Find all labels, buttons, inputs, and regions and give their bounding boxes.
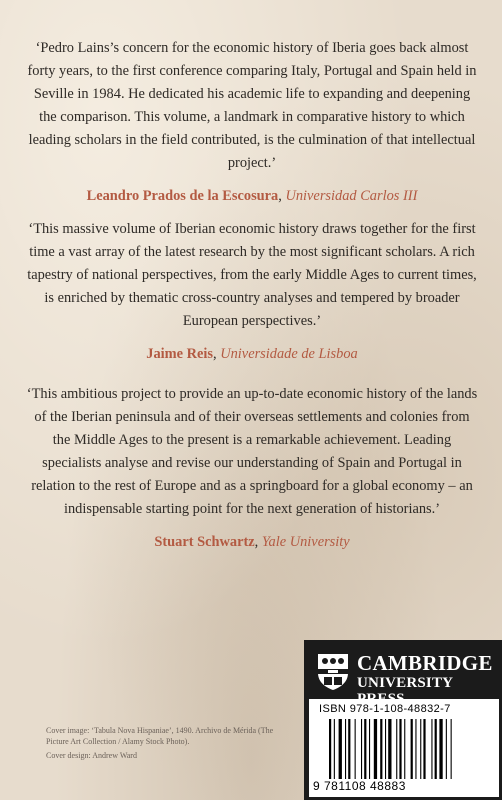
- endorser-affiliation: Yale University: [261, 534, 350, 550]
- barcode-panel: [309, 699, 499, 797]
- isbn-label: ISBN 978-1-108-48832-7: [319, 703, 451, 715]
- barcode-number: 9 781108 48883: [313, 779, 495, 793]
- quote-text: ‘This ambitious project to provide an up-to-date economic history of the lands of the Iberian peninsula and of their overseas settlements and colonies from the Middle Ages to the present is a remarkable achievement. Leading specialists analyse and revise our understanding of Spain and Portugal in relation to the rest of Europe and as a springboard for a global economy – an indispensable starting point for the next generation of historians.’: [26, 386, 478, 517]
- cover-image-credit: Cover image: ‘Tabula Nova Hispaniae’, 1490. Archivo de Mérida (The Picture Art Collection / Alamy Stock Photo).: [46, 726, 274, 746]
- endorser-name: Stuart Schwartz: [154, 534, 255, 550]
- endorser-affiliation: Universidad Carlos III: [285, 188, 418, 204]
- endorsement-quote-3: [24, 383, 480, 554]
- quote-attribution: [24, 185, 480, 208]
- barcode-icon: [329, 719, 489, 783]
- cover-design-credit: Cover design: Andrew Ward: [46, 751, 137, 760]
- publisher-name: CAMBRIDGE: [357, 651, 493, 675]
- publisher-subname: UNIVERSITY: [357, 675, 453, 691]
- endorser-name: Jaime Reis: [146, 346, 214, 362]
- quote-text: ‘This massive volume of Iberian economic history draws together for the first time a vast array of the latest research by the most significant scholars. A rich tapestry of national perspectives, from the early Middle Ages to current times, is enriched by thematic cross-country analyses and tempered by broader European perspectives.’: [27, 221, 477, 329]
- quote-text: ‘Pedro Lains’s concern for the economic history of Iberia goes back almost forty years, to the first conference comparing Italy, Portugal and Spain held in Seville in 1984. He dedicated his academic life to expanding and deepening the comparison. This volume, a landmark in comparative history to which leading scholars in the field contributed, is the culmination of that intellectual project.’: [27, 40, 477, 171]
- endorsement-quote-1: [24, 37, 480, 208]
- quote-attribution: [24, 343, 480, 366]
- endorser-affiliation: Universidade de Lisboa: [220, 346, 358, 362]
- attribution-separator: ,: [213, 346, 221, 362]
- endorsement-quote-2: [24, 218, 480, 366]
- cover-credits: [46, 725, 296, 764]
- attribution-separator: ,: [278, 188, 286, 204]
- quote-attribution: [24, 531, 480, 554]
- cambridge-shield-icon: [317, 653, 349, 691]
- attribution-separator: ,: [254, 534, 262, 550]
- endorser-name: Leandro Prados de la Escosura: [86, 188, 279, 204]
